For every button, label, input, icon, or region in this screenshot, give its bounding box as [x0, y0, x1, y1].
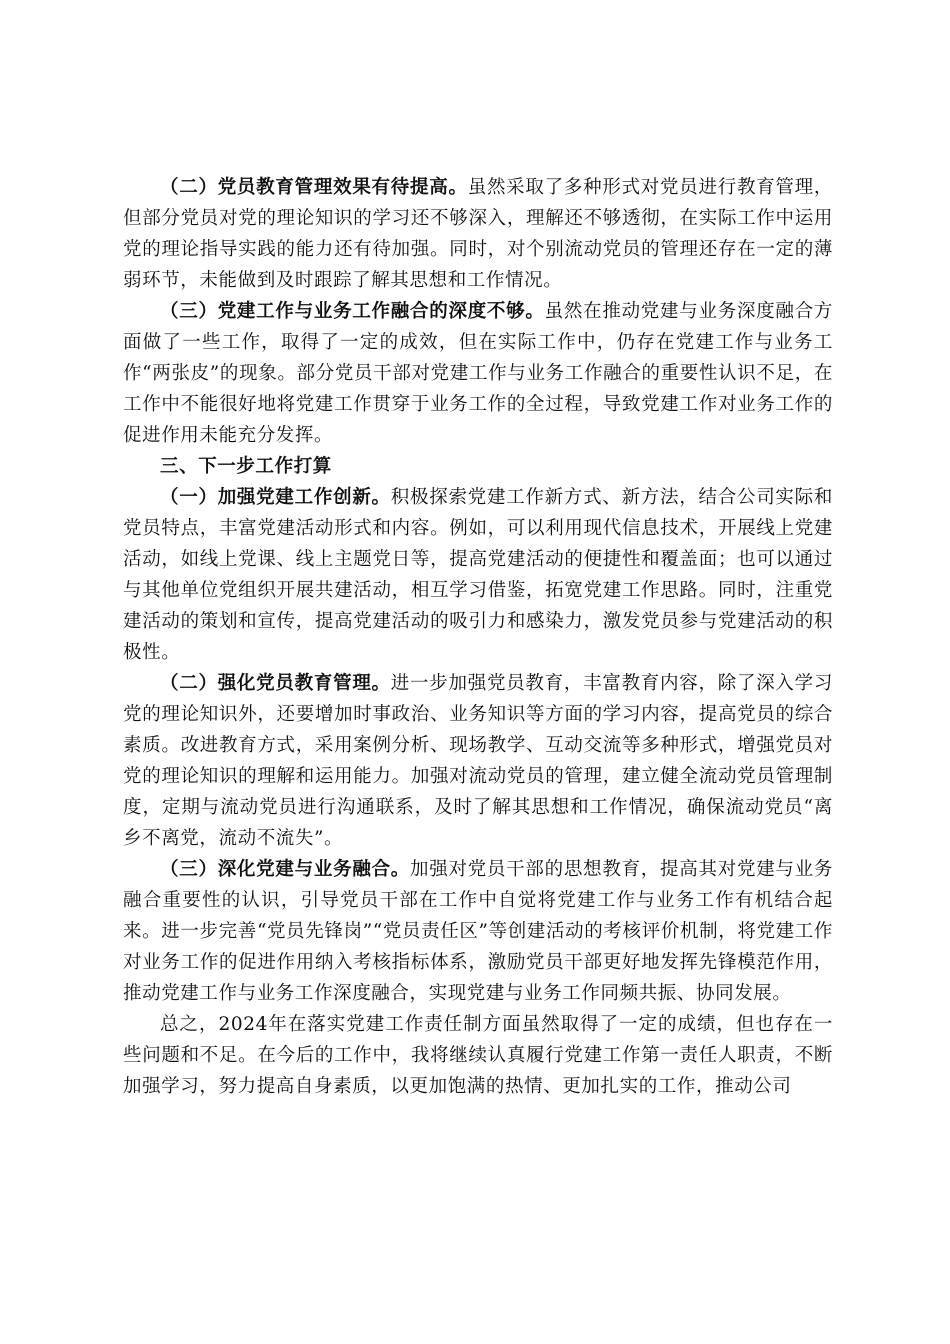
paragraph-lead: （二）党员教育管理效果有待提高。: [160, 177, 468, 198]
paragraph-education-plan: [123, 668, 833, 854]
paragraph-education-management-issue: [123, 172, 833, 296]
paragraph-text: 虽然采取了多种形式对党员进行教育管理，但部分党员对党的理论知识的学习还不够深入，理解还不够透彻，在实际工作中运用党的理论指导实践的能力还有待加强。同时，对个别流动党员的管理还存在一定的薄弱环节，未能做到及时跟踪了解其思想和工作情况。: [123, 177, 833, 291]
paragraph-lead: （三）深化党建与业务融合。: [160, 859, 411, 880]
paragraph-text: 虽然在推动党建与业务深度融合方面做了一些工作，取得了一定的成效，但在实际工作中，仍存在党建工作与业务工作“两张皮”的现象。部分党员干部对党建工作与业务工作融合的重要性认识不足，在工作中不能很好地将党建工作贯穿于业务工作的全过程，导致党建工作对业务工作的促进作用未能充分发挥。: [123, 301, 833, 446]
paragraph-integration-plan: [123, 854, 833, 1009]
paragraph-integration-depth-issue: [123, 296, 833, 451]
paragraph-lead: （三）党建工作与业务工作融合的深度不够。: [160, 301, 545, 322]
paragraph-text: 进一步加强党员教育，丰富教育内容，除了深入学习党的理论知识外，还要增加时事政治、业务知识等方面的学习内容，提高党员的综合素质。改进教育方式，采用案例分析、现场教学、互动交流等多种形式，增强党员对党的理论知识的理解和运用能力。加强对流动党员的管理，建立健全流动党员管理制度，定期与流动党员进行沟通联系，及时了解其思想和工作情况，确保流动党员“离乡不离党，流动不流失”。: [123, 673, 834, 849]
paragraph-text: 总之，2024年在落实党建工作责任制方面虽然取得了一定的成绩，但也存在一些问题和不足。在今后的工作中，我将继续认真履行党建工作第一责任人职责，不断加强学习，努力提高自身素质，以更加饱满的热情、更加扎实的工作，推动公司: [123, 1014, 833, 1097]
section-heading-next-steps: 三、下一步工作打算: [160, 456, 332, 477]
document-body: [123, 172, 833, 1102]
paragraph-innovation-plan: [123, 482, 833, 668]
paragraph-text: 积极探索党建工作新方式、新方法，结合公司实际和党员特点，丰富党建活动形式和内容。例如，可以利用现代信息技术，开展线上党建活动，如线上党课、线上主题党日等，提高党建活动的便捷性和覆盖面；也可以通过与其他单位党组织开展共建活动，相互学习借鉴，拓宽党建工作思路。同时，注重党建活动的策划和宣传，提高党建活动的吸引力和感染力，激发党员参与党建活动的积极性。: [123, 487, 834, 663]
paragraph-text: 加强对党员干部的思想教育，提高其对党建与业务融合重要性的认识，引导党员干部在工作中自觉将党建工作与业务工作有机结合起来。进一步完善“党员先锋岗”“党员责任区”等创建活动的考核评价机制，将党建工作对业务工作的促进作用纳入考核指标体系，激励党员干部更好地发挥先锋模范作用，推动党建工作与业务工作深度融合，实现党建与业务工作同频共振、协同发展。: [123, 859, 833, 1004]
paragraph-lead: （一）加强党建工作创新。: [160, 487, 391, 508]
paragraph-lead: （二）强化党员教育管理。: [160, 673, 391, 694]
paragraph-conclusion: [123, 1009, 833, 1102]
